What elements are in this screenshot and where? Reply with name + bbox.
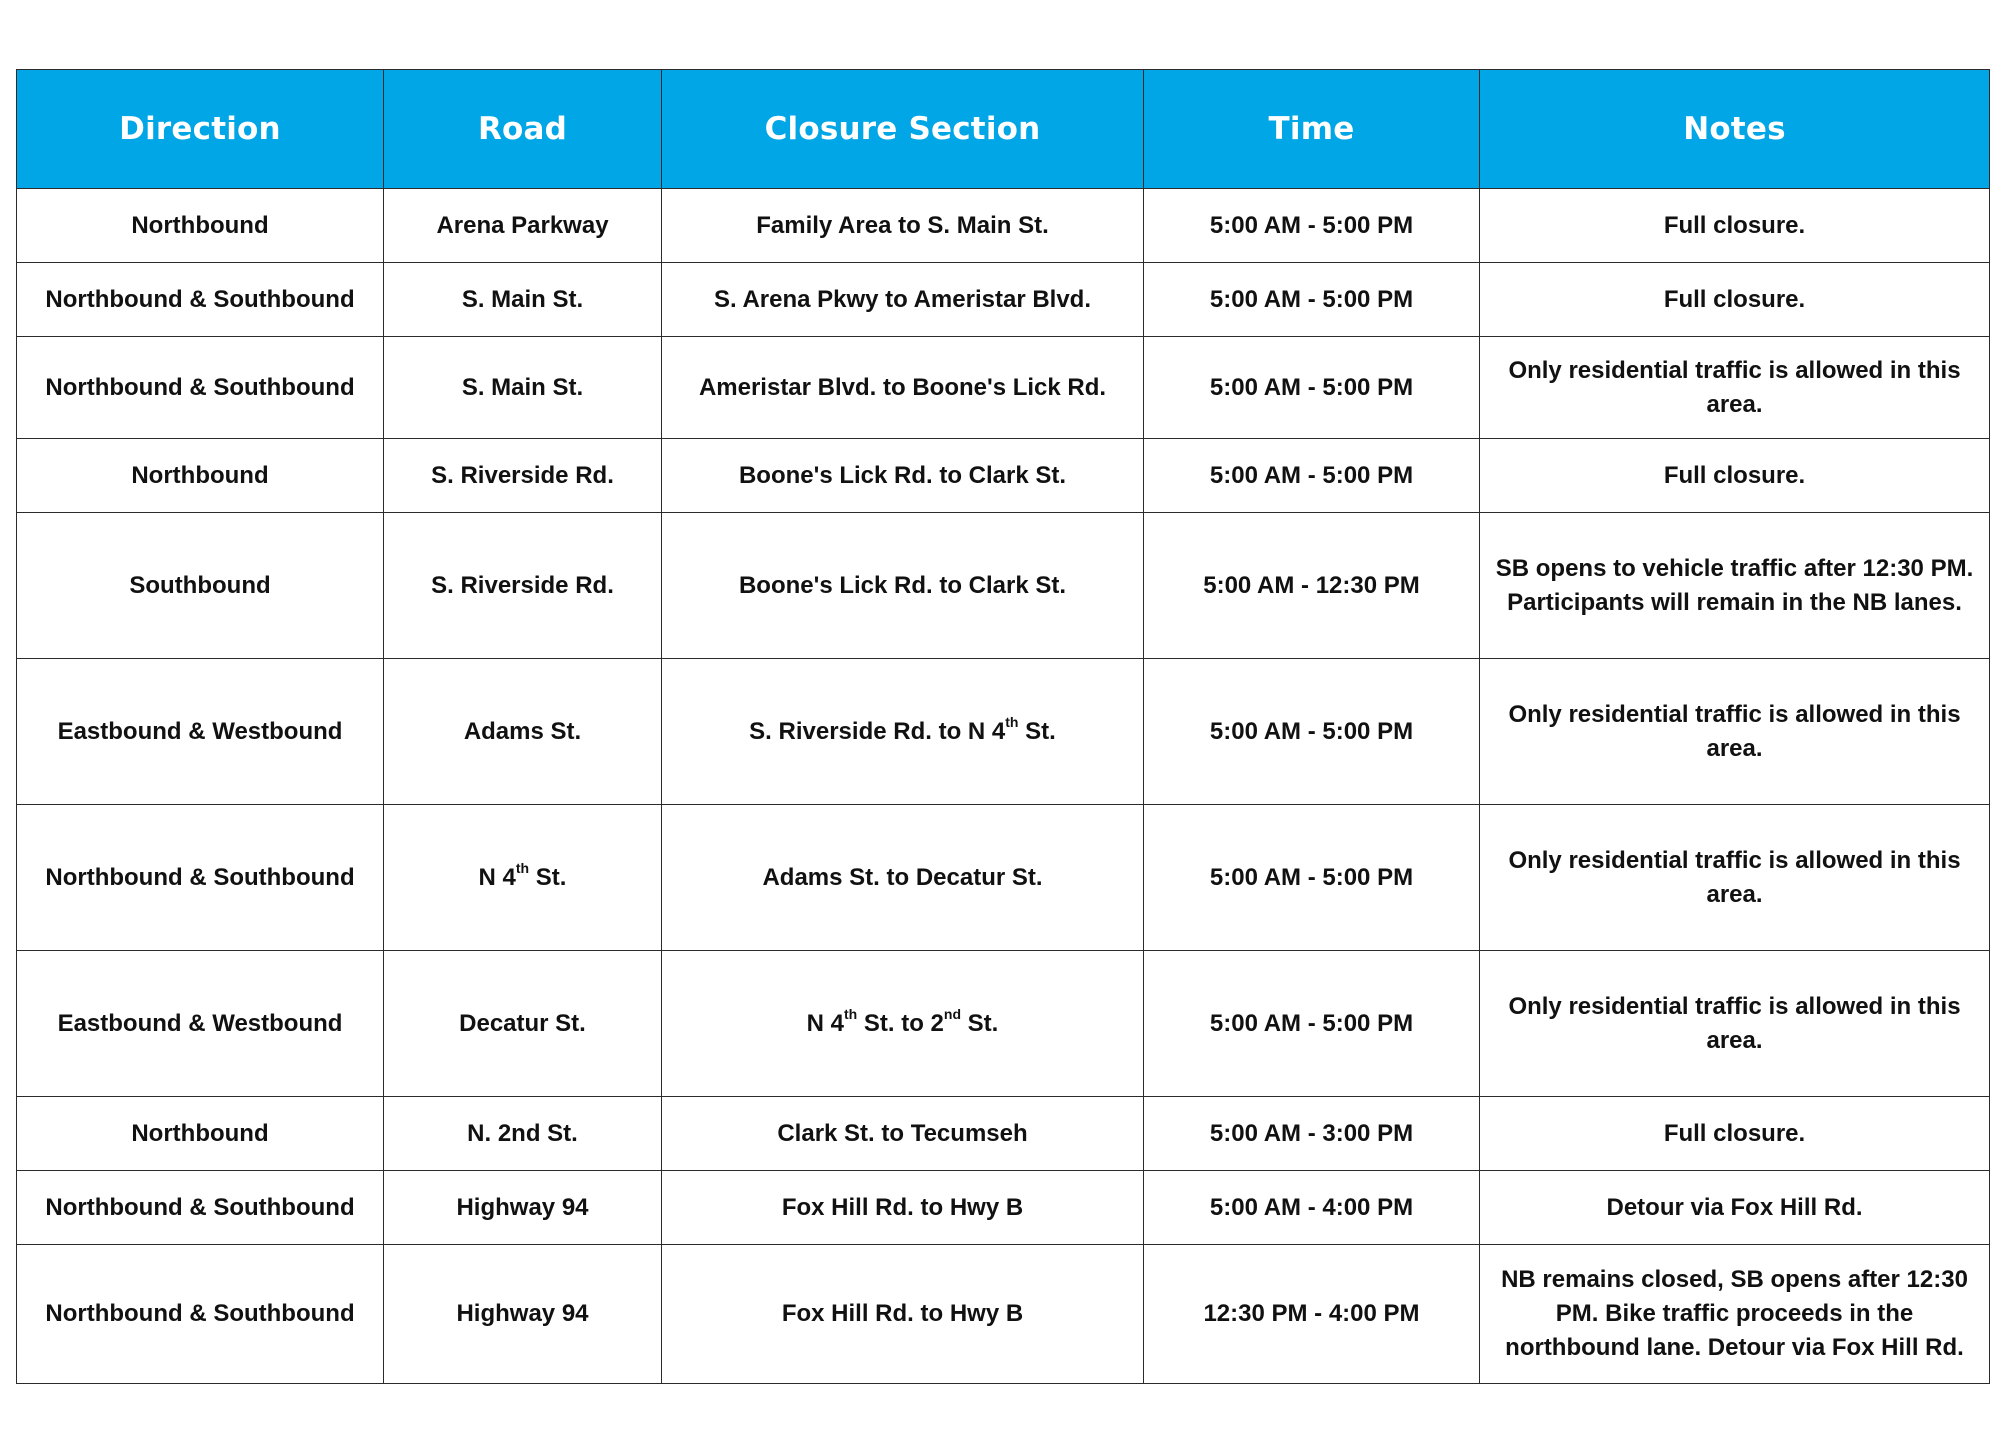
direction-cell: Northbound & Southbound	[17, 805, 384, 951]
closure-section-cell: Fox Hill Rd. to Hwy B	[662, 1245, 1144, 1384]
direction-cell: Northbound & Southbound	[17, 263, 384, 337]
time-cell: 5:00 AM - 5:00 PM	[1144, 659, 1480, 805]
ordinal-suffix: th	[1005, 713, 1019, 730]
header-time: Time	[1144, 70, 1480, 189]
notes-cell: Full closure.	[1480, 263, 1990, 337]
time-cell: 5:00 AM - 5:00 PM	[1144, 189, 1480, 263]
ordinal-suffix: th	[515, 859, 530, 876]
road-cell: Highway 94	[384, 1245, 662, 1384]
table-body	[17, 189, 1990, 1384]
direction-cell: Northbound & Southbound	[17, 337, 384, 439]
notes-cell: Only residential traffic is allowed in this area.	[1480, 805, 1990, 951]
direction-cell: Northbound	[17, 189, 384, 263]
header-road: Road	[384, 70, 662, 189]
notes-cell: Full closure.	[1480, 189, 1990, 263]
section-text: St. to 2	[857, 1009, 944, 1037]
road-cell: S. Main St.	[384, 263, 662, 337]
closure-section-cell: Ameristar Blvd. to Boone's Lick Rd.	[662, 337, 1144, 439]
direction-cell: Northbound & Southbound	[17, 1171, 384, 1245]
time-cell: 5:00 AM - 3:00 PM	[1144, 1097, 1480, 1171]
closure-section-cell: Boone's Lick Rd. to Clark St.	[662, 513, 1144, 659]
section-text: St.	[961, 1009, 999, 1037]
direction-cell: Northbound & Southbound	[17, 1245, 384, 1384]
header-direction: Direction	[17, 70, 384, 189]
notes-cell	[1480, 513, 1990, 659]
header-notes: Notes	[1480, 70, 1990, 189]
ordinal-suffix: th	[844, 1005, 858, 1022]
road-cell: S. Riverside Rd.	[384, 513, 662, 659]
section-text: St.	[1018, 717, 1056, 745]
notes-cell: Only residential traffic is allowed in this area.	[1480, 951, 1990, 1097]
table-row	[17, 805, 1990, 951]
road-cell: Decatur St.	[384, 951, 662, 1097]
road-closures-table	[16, 69, 1990, 1384]
road-cell	[384, 805, 662, 951]
ordinal-suffix: nd	[943, 1005, 961, 1022]
time-cell: 5:00 AM - 5:00 PM	[1144, 337, 1480, 439]
road-cell: N. 2nd St.	[384, 1097, 662, 1171]
direction-cell: Eastbound & Westbound	[17, 659, 384, 805]
table-row	[17, 1097, 1990, 1171]
table-row	[17, 189, 1990, 263]
time-cell: 5:00 AM - 5:00 PM	[1144, 951, 1480, 1097]
closure-section-cell	[662, 951, 1144, 1097]
section-text: N 4	[806, 1009, 844, 1037]
road-cell: Highway 94	[384, 1171, 662, 1245]
notes-cell: NB remains closed, SB opens after 12:30 PM. Bike traffic proceeds in the northbound lane. Detour via Fox Hill Rd.	[1480, 1245, 1990, 1384]
table-row	[17, 513, 1990, 659]
closure-section-cell	[662, 659, 1144, 805]
table-row	[17, 439, 1990, 513]
section-text: S. Riverside Rd. to N 4	[749, 717, 1006, 745]
notes-line: SB opens to vehicle traffic after 12:30 PM.	[1495, 554, 1974, 582]
time-cell: 5:00 AM - 5:00 PM	[1144, 263, 1480, 337]
road-cell: S. Main St.	[384, 337, 662, 439]
notes-cell: Full closure.	[1480, 439, 1990, 513]
notes-line: Participants will remain in the NB lanes.	[1507, 588, 1962, 616]
closure-section-cell: Adams St. to Decatur St.	[662, 805, 1144, 951]
table-header	[17, 70, 1990, 189]
header-closure-section: Closure Section	[662, 70, 1144, 189]
notes-cell: Full closure.	[1480, 1097, 1990, 1171]
time-cell: 5:00 AM - 5:00 PM	[1144, 805, 1480, 951]
road-cell: Adams St.	[384, 659, 662, 805]
header-row	[17, 70, 1990, 189]
table-row	[17, 337, 1990, 439]
closure-section-cell: Boone's Lick Rd. to Clark St.	[662, 439, 1144, 513]
time-cell: 12:30 PM - 4:00 PM	[1144, 1245, 1480, 1384]
closure-section-cell: Fox Hill Rd. to Hwy B	[662, 1171, 1144, 1245]
notes-cell: Detour via Fox Hill Rd.	[1480, 1171, 1990, 1245]
time-cell: 5:00 AM - 12:30 PM	[1144, 513, 1480, 659]
direction-cell: Northbound	[17, 439, 384, 513]
closure-section-cell: S. Arena Pkwy to Ameristar Blvd.	[662, 263, 1144, 337]
table-row	[17, 659, 1990, 805]
table-row	[17, 1245, 1990, 1384]
direction-cell: Eastbound & Westbound	[17, 951, 384, 1097]
time-cell: 5:00 AM - 4:00 PM	[1144, 1171, 1480, 1245]
closure-section-cell: Family Area to S. Main St.	[662, 189, 1144, 263]
notes-cell: Only residential traffic is allowed in this area.	[1480, 659, 1990, 805]
road-cell: Arena Parkway	[384, 189, 662, 263]
notes-cell: Only residential traffic is allowed in this area.	[1480, 337, 1990, 439]
table-row	[17, 1171, 1990, 1245]
time-cell: 5:00 AM - 5:00 PM	[1144, 439, 1480, 513]
table-row	[17, 951, 1990, 1097]
road-text: N 4	[478, 863, 516, 891]
road-cell: S. Riverside Rd.	[384, 439, 662, 513]
direction-cell: Northbound	[17, 1097, 384, 1171]
table-row	[17, 263, 1990, 337]
road-text: St.	[529, 863, 567, 891]
direction-cell: Southbound	[17, 513, 384, 659]
closure-section-cell: Clark St. to Tecumseh	[662, 1097, 1144, 1171]
